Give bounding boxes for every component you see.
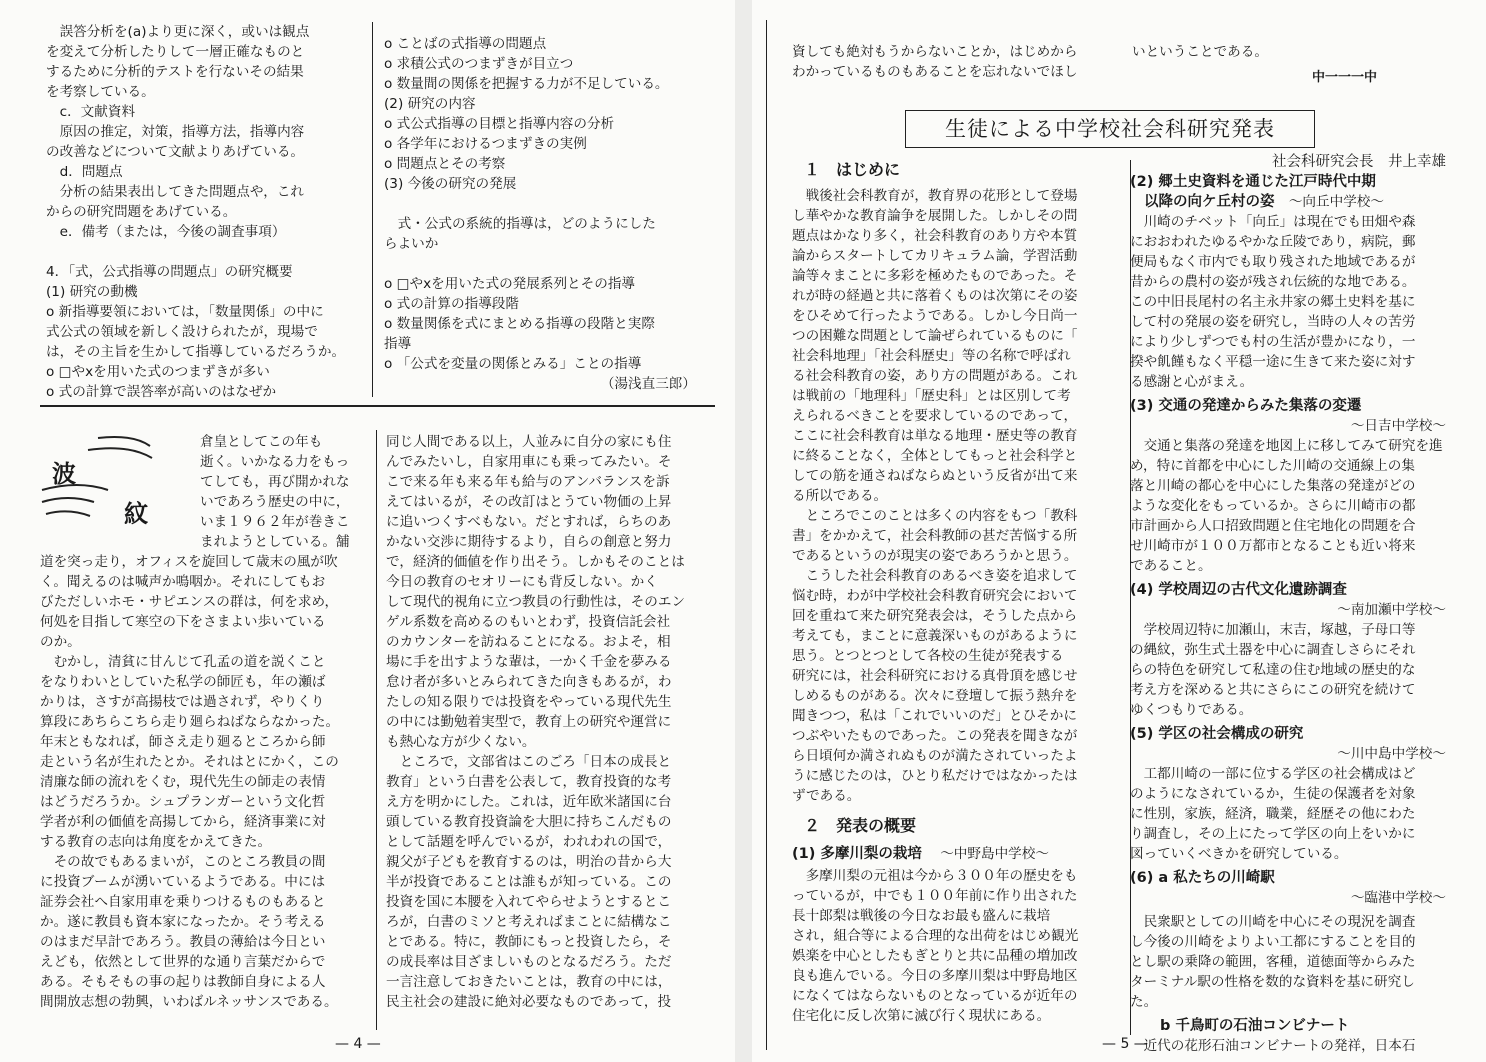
text-line: からの研究問題をあげている。 xyxy=(46,204,237,220)
text-line: る感謝と心がまえ。 xyxy=(1130,374,1254,390)
text-line: は，その主旨を生かして指導しているだろうか。 xyxy=(46,344,346,360)
text-line: d．問題点 xyxy=(59,164,123,180)
subsection-title: (6) a 私たちの川崎駅 xyxy=(1130,870,1275,886)
text-line: 社会科地理」「社会科歴史」等の名称で呼ばれ xyxy=(792,348,1071,364)
subsection-body xyxy=(1130,212,1464,392)
text-line: o □やxを用いた式のつまずきが多い xyxy=(46,364,270,380)
text-line: うに感じたのは，ひとり私だけではなかったは xyxy=(792,768,1078,784)
page-gutter xyxy=(735,0,752,1062)
subsection-title: b 千鳥町の石油コンビナート xyxy=(1160,1018,1350,1034)
text-line: する教育の志向は角度をかえてきた。 xyxy=(40,834,272,850)
text-line: して現代的視角に立つ教員の行動性は，そのエン xyxy=(386,594,686,610)
text-line: の縄紋，弥生式土器を中心に調査しさらにそれ xyxy=(1130,642,1416,658)
text-line: に終ることなく，全体としてもっと社会科学と xyxy=(792,448,1078,464)
text-line: o 式の計算の指導段階 xyxy=(384,296,519,312)
text-line: 住宅化に反し次第に滅び行く現状にある。 xyxy=(792,1008,1051,1024)
text-line: こで来る年も来る年も給与のアンバランスを訴 xyxy=(386,474,670,490)
text-line: 図っていくべきかを研究している。 xyxy=(1130,846,1348,862)
text-line xyxy=(384,254,714,274)
logo-char-ripple: 紋 xyxy=(124,499,148,528)
text-line: 聞きつつ，私は「これでいいのだ」とひそかに xyxy=(792,708,1077,724)
subsection-body xyxy=(1130,436,1464,576)
text-line: ゆくつもりである。 xyxy=(1130,702,1253,718)
text-line: 資しても絶対もうからないことか，はじめから xyxy=(792,44,1078,60)
subsection-title: (4) 学校周辺の古代文化遺跡調査 xyxy=(1130,582,1347,598)
page-number: — 4 — xyxy=(335,1036,381,1052)
text-line: とである。特に，教師にもっと投資したら，そ xyxy=(386,934,672,950)
text-line: o 数量関係を式にまとめる指導の段階と実際 xyxy=(384,316,655,332)
article-column-2 xyxy=(1130,152,1464,1056)
text-line: o ことばの式指導の問題点 xyxy=(384,36,547,52)
text-line: んでみたいし，自家用車にも乗ってみたい。そ xyxy=(386,454,672,470)
text-line: 間開放志想の勃興，いわばルネッサンスである。 xyxy=(40,994,338,1010)
text-line: して村の発展の姿を研究し，当時の人々の苦労 xyxy=(1130,314,1416,330)
text-line: o 新指導要領においては，「数量関係」の中に xyxy=(46,304,324,320)
text-line: り調査し，その上にたって学区の向上をいかに xyxy=(1130,826,1416,842)
text-line xyxy=(384,194,714,214)
text-line: 同じ人間である以上，人並みに自分の家にも住 xyxy=(386,434,672,450)
school-name: 〜中野島中学校〜 xyxy=(940,846,1049,862)
research-content-column xyxy=(384,34,714,394)
text-line: ある。そもそもの事の起りは教師自身による人 xyxy=(40,974,326,990)
text-line: 清廉な師の流れをくむ，現代先生の師走の表情 xyxy=(40,774,326,790)
text-line: 逝く。いかなる力をもっ xyxy=(200,454,350,470)
text-line: 分析の結果表出してきた問題点や，これ xyxy=(59,184,305,200)
subsection-heading xyxy=(792,844,1122,864)
text-line: 戦後社会科教育が，教育界の花形として登場 xyxy=(805,188,1078,204)
text-line: れが時の経過と共に落着くものは次第にその姿 xyxy=(792,288,1078,304)
text-line: 投資を国に本腰を入れてやらせようとするとこ xyxy=(386,894,672,910)
subsection-body xyxy=(792,866,1122,1026)
text-line: (1) 研究の動機 xyxy=(46,284,138,300)
text-line: こうした社会科教育のあるべき姿を追求して xyxy=(805,568,1078,584)
text-line: 倉皇としてこの年も xyxy=(200,434,323,450)
text-line: びただしいホモ・サピエンスの群は，何を求め， xyxy=(40,594,339,610)
text-line: いであろう歴史の中に， xyxy=(200,494,350,510)
text-line: 交通と集落の発達を地図上に移してみて研究を進 xyxy=(1143,438,1443,454)
text-line: o 式公式指導の目標と指導内容の分析 xyxy=(384,116,615,132)
text-line: のようになされているか，生徒の保護者を対象 xyxy=(1130,786,1416,802)
text-line: 思う。とつとつとして各校の生徒が発表する xyxy=(792,648,1064,664)
text-line: っているが，中でも１００年前に作り出された xyxy=(792,888,1078,904)
text-line: え方を明かにした。これは，近年欧米諸国に台 xyxy=(386,794,672,810)
column-divider xyxy=(376,430,377,1030)
text-line: の改善などについて文献よりあげている。 xyxy=(46,144,305,160)
article-column-1 xyxy=(792,160,1122,1026)
text-line: 頭している教育投資論を大胆に持ちこんだもの xyxy=(386,814,672,830)
text-line: （湯浅直三郎） xyxy=(600,376,696,392)
text-line: せ川崎市が１００万都市となることも近い将来 xyxy=(1130,538,1416,554)
text-line: 論等々まことに多彩を極めたものであった。そ xyxy=(792,268,1078,284)
text-line: わかっているものもあることを忘れないでほし xyxy=(792,64,1078,80)
text-line: 市計画から人口招致問題と住宅地化の問題を合 xyxy=(1130,518,1416,534)
text-line: らよいか xyxy=(384,236,439,252)
subsection-body xyxy=(1130,912,1464,1012)
section-divider xyxy=(40,405,715,407)
text-line: o 各学年におけるつまずきの実例 xyxy=(384,136,587,152)
text-line: 工都川崎の一部に位する学区の社会構成はど xyxy=(1143,766,1416,782)
text-line: 民主社会の建設に絶対必要なものであって，投 xyxy=(386,994,672,1010)
text-line: ような変化をもっているか。さらに川崎市の都 xyxy=(1130,498,1416,514)
school-name: 〜川中島中学校〜 xyxy=(1337,746,1446,762)
text-line: つの困難な問題として論ぜられているものに「 xyxy=(792,328,1078,344)
text-line: 便局もなく市内でも取り残された地域であるが xyxy=(1130,254,1416,270)
text-line: かない交渉に期待するより，自らの創意と努力 xyxy=(386,534,672,550)
text-line: o 「公式を変量の関係とみる」ことの指導 xyxy=(384,356,642,372)
text-line: ら日頃何か満されぬものが満たされていったよ xyxy=(792,748,1078,764)
text-line: 指導 xyxy=(384,336,412,352)
text-line: 道を突っ走り，オフィスを旋回して歳末の風が吹 xyxy=(40,554,338,570)
text-line: の中には勤勉着実型で，教育上の研究や運営に xyxy=(386,714,672,730)
text-line: 良も進んでいる。今日の多摩川梨は中野島地区 xyxy=(792,968,1078,984)
text-line: らの特色を研究して私達の住む地域の歴史的な xyxy=(1130,662,1416,678)
text-line: 原因の推定，対策，指導方法，指導内容 xyxy=(59,124,305,140)
text-line: しめるものがある。次々に登壇して振う熱弁を xyxy=(792,688,1078,704)
subsection-title: (3) 交通の発達からみた集落の変遷 xyxy=(1130,398,1362,414)
text-line: に追いつくすべもない。だとすれば，らちのあ xyxy=(386,514,672,530)
text-line: 半が投資であることは誰もが知っている。この xyxy=(386,874,672,890)
text-line: 娯楽を中心としたもぎとりと共に品種の増加改 xyxy=(792,948,1078,964)
text-line: えられるべきことを要求しているのであって， xyxy=(792,408,1078,424)
column-divider xyxy=(372,22,373,397)
text-line: いま１９６２年が巻きこ xyxy=(200,514,350,530)
text-line: つぶやいたものであった。この発表を聞きなが xyxy=(792,728,1078,744)
text-line: e．備考（または，今後の調査事項） xyxy=(59,224,286,240)
text-line: o □やxを用いた式の発展系列とその指導 xyxy=(384,276,636,292)
subsection-title: 以降の向ケ丘村の姿 xyxy=(1144,194,1275,210)
text-line: o 数量間の関係を把握する力が不足している。 xyxy=(384,76,669,92)
text-line: しての筋を通さねばならぬという反省が出て来 xyxy=(792,468,1078,484)
text-line: その故でもあるまいが，このところ教員の間 xyxy=(53,854,326,870)
text-line: 一言注意しておきたいことは，教育の中には， xyxy=(386,974,672,990)
text-line: であるというのが現実の姿であろうかと思う。 xyxy=(792,548,1078,564)
text-line: のカウンターを訪ねることになる。およそ，相 xyxy=(386,634,671,650)
school-name: 〜南加瀬中学校〜 xyxy=(1337,602,1446,618)
text-line: に性別，家族，経済，職業，経歴その他にわた xyxy=(1130,806,1416,822)
text-line: され，組合等による合理的な出荷をはじめ観光 xyxy=(792,928,1079,944)
ornament: 中一一一中 xyxy=(1312,70,1378,85)
subsection-title: (5) 学区の社会構成の研究 xyxy=(1130,726,1304,742)
text-line: えてはいるが，その改訂はとうてい物価の上昇 xyxy=(386,494,672,510)
text-line: る所以である。 xyxy=(792,488,888,504)
logo-char-wave: 波 xyxy=(52,459,76,488)
text-line: 研究には，社会科研究における真骨頂を感じせ xyxy=(792,668,1078,684)
text-line: のはまだ早計であろう。教員の薄給は今日とい xyxy=(40,934,326,950)
text-line: 年末ともなれば，師さえ走り廻るところから師 xyxy=(40,734,326,750)
subsection-heading xyxy=(1130,192,1464,212)
text-line: 川崎のチベット「向丘」は現在でも田畑や森 xyxy=(1143,214,1416,230)
text-line: 題点はかなり多く，社会科教育のあり方や本質 xyxy=(792,228,1078,244)
text-line: 何処を目指して寒空の下をさまよい歩いている xyxy=(40,614,326,630)
text-line: ところで，文部省はこのごろ「日本の成長と xyxy=(399,754,672,770)
school-name: 〜臨港中学校〜 xyxy=(1350,890,1446,906)
text-line: し今後の川崎をよりよい工都にすることを目的 xyxy=(1130,934,1416,950)
text-line: まれようとしている。舗 xyxy=(200,534,350,550)
text-line: をひそめて行ったようである。しかし今日尚一 xyxy=(792,308,1078,324)
text-line: 証券会社へ自家用車を乗りつけるものもあると xyxy=(40,894,326,910)
text-line: てしても，再び開かれな xyxy=(200,474,350,490)
text-line: をなりわいとしていた私学の師匠も，年の瀬ば xyxy=(40,674,326,690)
text-line: ここに社会科教育は単なる地理・歴史等の教育 xyxy=(792,428,1078,444)
text-line: するために分析的テストを行ないその結果 xyxy=(46,64,304,80)
left-page xyxy=(0,0,735,1062)
text-line: を考察している。 xyxy=(46,84,155,100)
section-body xyxy=(792,186,1122,806)
text-line: 式公式の領域を新しく設けられたが，現場で xyxy=(46,324,318,340)
article-title: 生徒による中学校社会科研究発表 xyxy=(905,110,1315,148)
essay-column-1 xyxy=(40,552,370,1012)
text-line: 学校周辺特に加瀬山，末吉，塚越，子母口等 xyxy=(1143,622,1416,638)
text-line: 誤答分析を(a)より更に深く，或いは観点 xyxy=(59,24,310,40)
text-line: る社会科教育の姿，あり方の問題がある。これ xyxy=(792,368,1078,384)
text-line: (2) 研究の内容 xyxy=(384,96,476,112)
text-line: として話題を呼んでいるが，われわれの国で， xyxy=(386,834,672,850)
text-line: 悩む時，わが中学校社会科教育研究会において xyxy=(792,588,1078,604)
text-line: であること。 xyxy=(1130,558,1212,574)
text-line: も熱心な方が少くない。 xyxy=(386,734,536,750)
text-line: 長十郎梨は戦後の今日なお最も盛んに栽培 xyxy=(792,908,1051,924)
text-line: か。遂に教員も資本家になったか。そう考える xyxy=(40,914,326,930)
continued-text-end xyxy=(1132,42,1392,62)
text-line: o 問題点とその考察 xyxy=(384,156,506,172)
text-line: ずである。 xyxy=(792,788,861,804)
right-page xyxy=(752,0,1486,1062)
page-number: — 5 — xyxy=(1102,1036,1148,1052)
text-line: 考え方を深めると共にさらにこの研究を続けて xyxy=(1130,682,1416,698)
text-line: は戦前の「地理科」「歴史科」とは区別して考 xyxy=(792,388,1071,404)
text-line: により少しずつでも村の生活が豊かになり，一 xyxy=(1130,334,1416,350)
text-line: とし駅の乗降の範囲，客種，道徳面等からみた xyxy=(1130,954,1416,970)
text-line: 怠け者が多いとみられてきた向きもあるが，わ xyxy=(386,674,672,690)
text-line: た。 xyxy=(1130,994,1158,1010)
text-line: むかし，清貧に甘んじて孔孟の道を説くこと xyxy=(53,654,326,670)
continued-text xyxy=(792,42,1122,82)
text-line: 民衆駅としての川崎を中心にその現況を調査 xyxy=(1143,914,1416,930)
text-line: 揆や飢饉もなく平穏一途に生きて来た姿に対す xyxy=(1130,354,1416,370)
text-line: かりは，さすが高揚枝では過されず，やりくり xyxy=(40,694,325,710)
text-line: o 求積公式のつまずきが目立つ xyxy=(384,56,574,72)
research-summary-column xyxy=(46,22,361,402)
text-line: 式・公式の系統的指導は，どのようにした xyxy=(397,216,656,232)
text-line: ゲル系数を高めるのもいとわず，投資信託会社 xyxy=(386,614,671,630)
text-line: 親父が子どもを教育するのは，明治の昔から大 xyxy=(386,854,672,870)
essay-column-2 xyxy=(386,432,716,1012)
text-line: この中旧長尾村の名主永井家の郷土史料を基に xyxy=(1130,294,1416,310)
subsection-title: (2) 郷土史資料を通じた江戸時代中期 xyxy=(1130,174,1376,190)
subsection-body xyxy=(1130,1036,1464,1056)
text-line: 教育」という白書を公表して，教育投資的な考 xyxy=(386,774,672,790)
text-line: 走という名が生れたとか。それはとにかく，この xyxy=(40,754,339,770)
text-line: 算段にあちらこちら走り廻らねばならなかった。 xyxy=(40,714,340,730)
subsection-body xyxy=(1130,620,1464,720)
text-line: 論からスタートしてカリキュラム論，学習活動 xyxy=(792,248,1078,264)
text-line: 考えても，まことに意義深いものがあるように xyxy=(792,628,1078,644)
text-line: (3) 今後の研究の発展 xyxy=(384,176,517,192)
text-line: の成長率は目ざましいものとなるだろう。ただ xyxy=(386,954,672,970)
text-line: たしの知る限りでは投資をやっている現代先生 xyxy=(386,694,672,710)
text-line: 昔からの農村の姿が残され伝統的な地である。 xyxy=(1130,274,1416,290)
page-edge-line xyxy=(766,20,767,1050)
text-line: 落と川崎の都心を中心にした集落の発達がどの xyxy=(1130,478,1416,494)
text-line: し華やかな教育論争を展開した。しかしその問 xyxy=(792,208,1078,224)
school-name: 〜日吉中学校〜 xyxy=(1350,418,1446,434)
school-name: 〜向丘中学校〜 xyxy=(1288,194,1384,210)
text-line xyxy=(46,242,361,262)
text-line: はどうだろうか。シュプランガーという文化哲 xyxy=(40,794,326,810)
text-line: 4．「式，公式指導の問題点」の研究概要 xyxy=(46,264,293,280)
text-line: ターミナル駅の性格を数的な資料を基に研究し xyxy=(1130,974,1415,990)
section-heading: ２ 発表の概要 xyxy=(804,816,917,835)
subsection-body xyxy=(1130,764,1464,864)
text-line: 回を重ねて来た研究発表会は，そうした点から xyxy=(792,608,1078,624)
text-line: 書」をかかえて，社会科教師の甚だ苦悩する所 xyxy=(792,528,1078,544)
text-line: 近代の花形石油コンビナートの発祥，日本石 xyxy=(1143,1038,1416,1054)
text-line: く。聞えるのは喊声か鳴咽か。それにしてもお xyxy=(40,574,326,590)
text-line: えども，依然として世界的な通り言葉だからで xyxy=(40,954,326,970)
text-line: c．文献資料 xyxy=(59,104,136,120)
column-logo xyxy=(38,432,158,528)
section-heading: １ はじめに xyxy=(804,160,901,179)
author-line: 社会科研究会長 井上幸雄 xyxy=(1272,154,1446,170)
text-line: に投資ブームが湧いているようである。中には xyxy=(40,874,326,890)
text-line: ところでこのことは多くの内容をもつ「教科 xyxy=(805,508,1078,524)
text-line: 多摩川梨の元祖は今から３００年の歴史をも xyxy=(805,868,1078,884)
text-line: におおわれたゆるやかな丘陵であり，病院，郵 xyxy=(1130,234,1416,250)
text-line: いということである。 xyxy=(1132,44,1268,60)
text-line: で，経済的価値を作り出そう。しかもそのことは xyxy=(386,554,685,570)
essay-beside-logo xyxy=(200,432,370,552)
text-line: 場に手を出すような輩は，一かく千金を夢みる xyxy=(386,654,672,670)
text-line: ろが，白書のミソと考えればまことに結構なこ xyxy=(386,914,672,930)
text-line: を変えて分析したりして一層正確なものと xyxy=(46,44,305,60)
text-line: 学者が利の価値を高揚してから，経済事業に対 xyxy=(40,814,326,830)
text-line: のか。 xyxy=(40,634,81,650)
text-line: になくてはならないものとなっているが近年の xyxy=(792,988,1078,1004)
text-line: 今日の教育のセオリーにも背反しない。かく xyxy=(386,574,658,590)
text-line: め，特に首都を中心にした川崎の交通線上の集 xyxy=(1130,458,1415,474)
text-line: o 式の計算で誤答率が高いのはなぜか xyxy=(46,384,277,400)
subsection-title: (1) 多摩川梨の栽培 xyxy=(792,846,922,862)
